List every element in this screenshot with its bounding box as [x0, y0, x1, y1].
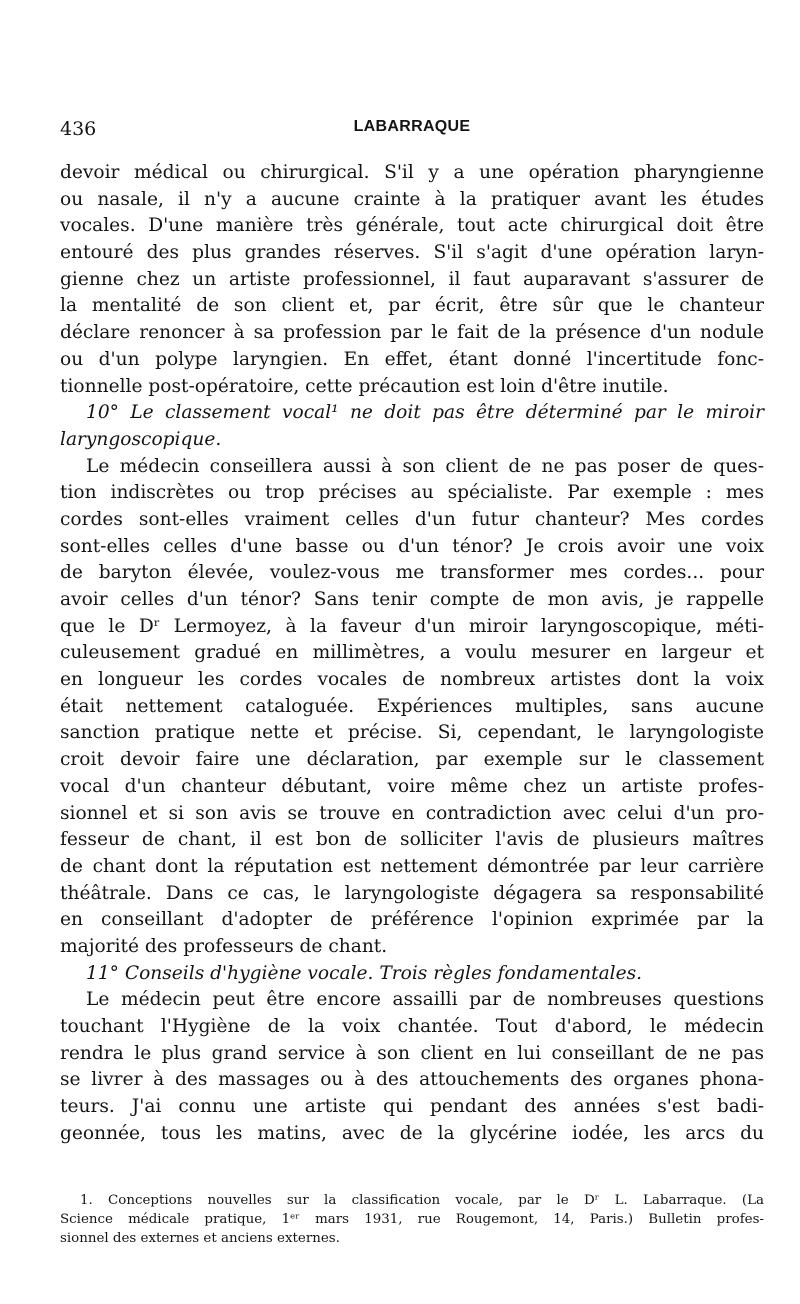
body-line: devoir médical ou chirurgical. S'il y a une opération pharyngienne [60, 162, 764, 183]
body-line: Le médecin conseillera aussi à son client de ne pas poser de ques- [86, 455, 764, 477]
footnote-line: sionnel des externes et anciens externes. [60, 1231, 340, 1246]
body-line: ou d'un polype laryngien. En effet, étant donné l'incertitude fonc- [60, 348, 764, 370]
body-line: en conseillant d'adopter de préférence l'opinion exprimée par la [60, 909, 764, 931]
body-line: gienne chez un artiste professionnel, il faut auparavant s'assurer de [60, 268, 764, 290]
body-line: Le médecin peut être encore assailli par de nombreuses questions [86, 989, 764, 1011]
body-line: geonnée, tous les matins, avec de la glycérine iodée, les arcs du [60, 1122, 764, 1144]
body-line: majorité des professeurs de chant. [60, 935, 388, 957]
body-line: de chant dont la réputation est nettement démontrée par leur carrière [60, 855, 764, 877]
body-line: sanction pratique nette et précise. Si, cependant, le laryngologiste [60, 722, 764, 744]
running-title: LABARRAQUE [353, 118, 471, 135]
body-text [60, 160, 764, 1147]
body-line: théâtrale. Dans ce cas, le laryngologiste dégagera sa responsabilité [60, 882, 764, 904]
body-line: entouré des plus grandes réserves. S'il s'agit d'une opération laryn- [60, 242, 764, 264]
body-line: en longueur les cordes vocales de nombreux artistes dont la voix [60, 669, 764, 691]
page-header [60, 118, 764, 148]
body-line: que le Dʳ Lermoyez, à la faveur d'un miroir laryngoscopique, méti- [60, 615, 764, 637]
body-line: ou nasale, il n'y a aucune crainte à la pratiquer avant les études [60, 188, 764, 210]
body-line: vocal d'un chanteur débutant, voire même chez un artiste profes- [60, 775, 764, 797]
body-line: déclare renoncer à sa profession par le fait de la présence d'un nodule [60, 322, 764, 344]
section-heading-10-continued: laryngoscopique. [60, 428, 222, 450]
body-line: touchant l'Hygiène de la voix chantée. Tout d'abord, le médecin [60, 1016, 764, 1037]
body-line: cordes sont-elles vraiment celles d'un futur chanteur? Mes cordes [60, 508, 764, 530]
section-heading-10: 10° Le classement vocal¹ ne doit pas être déterminé par le miroir [86, 402, 764, 424]
body-line: tion indiscrètes ou trop précises au spécialiste. Par exemple : mes [60, 482, 764, 504]
section-heading-11: 11° Conseils d'hygiène vocale. Trois règles fondamentales. [86, 962, 643, 984]
body-line: se livrer à des massages ou à des attouchements des organes phona- [60, 1069, 764, 1091]
body-line: croit devoir faire une déclaration, par exemple sur le classement [60, 749, 764, 771]
footnote-line: 1. Conceptions nouvelles sur la classification vocale, par le Dʳ L. Labarraque. (La [80, 1193, 764, 1208]
body-line: fesseur de chant, il est bon de solliciter l'avis de plusieurs maîtres [60, 829, 764, 851]
body-line: teurs. J'ai connu une artiste qui pendant des années s'est badi- [60, 1096, 764, 1118]
body-line: était nettement cataloguée. Expériences multiples, sans aucune [60, 695, 764, 717]
footnote-line: Science médicale pratique, 1ᵉʳ mars 1931, rue Rougemont, 14, Paris.) Bulletin profes- [60, 1212, 764, 1227]
body-line: vocales. D'une manière très générale, tout acte chirurgical doit être [60, 215, 764, 237]
body-line: sionnel et si son avis se trouve en contradiction avec celui d'un pro- [60, 802, 764, 824]
body-line: avoir celles d'un ténor? Sans tenir compte de mon avis, je rappelle [60, 589, 764, 610]
body-line: de baryton élevée, voulez-vous me transformer mes cordes... pour [60, 562, 764, 584]
body-line: culeusement gradué en millimètres, a voulu mesurer en largeur et [60, 642, 764, 664]
body-line: tionnelle post-opératoire, cette précaution est loin d'être inutile. [60, 375, 669, 397]
footnote [60, 1191, 764, 1248]
body-line: sont-elles celles d'une basse ou d'un ténor? Je crois avoir une voix [60, 535, 764, 557]
page-number: 436 [60, 118, 97, 140]
body-line: rendra le plus grand service à son client en lui conseillant de ne pas [60, 1042, 764, 1064]
body-line: la mentalité de son client et, par écrit, être sûr que le chanteur [60, 295, 764, 317]
